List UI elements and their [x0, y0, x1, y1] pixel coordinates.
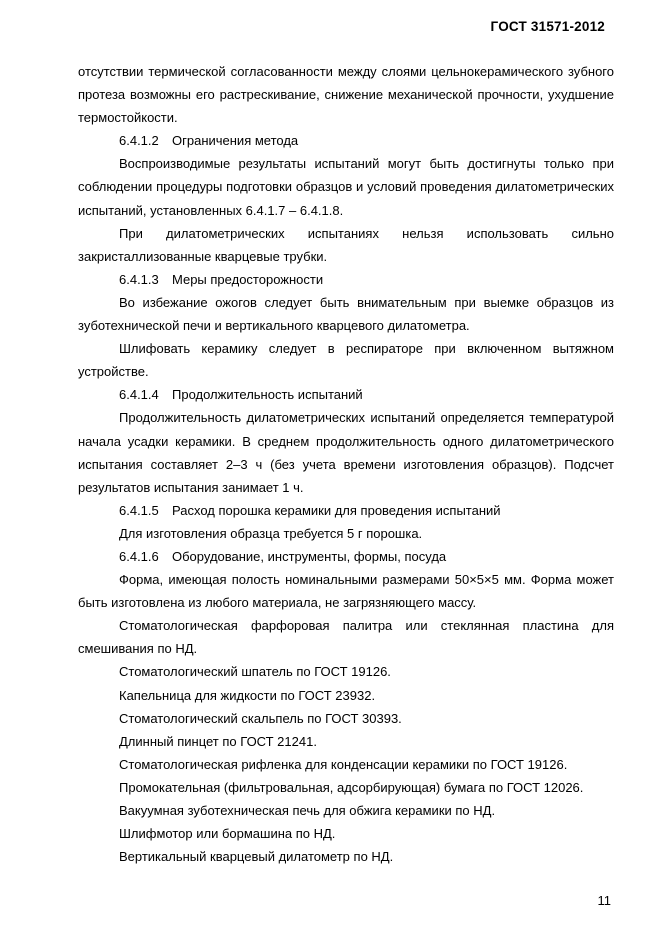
section-heading-6-4-1-3	[78, 268, 614, 291]
section-heading-6-4-1-6	[78, 545, 614, 568]
section-heading-6-4-1-5	[78, 499, 614, 522]
section-number: 6.4.1.2	[119, 133, 159, 149]
section-title: Продолжительность испытаний	[172, 387, 363, 403]
section-heading-6-4-1-2	[78, 129, 614, 152]
paragraph: Для изготовления образца требуется 5 г порошка.	[119, 525, 423, 541]
paragraph: При дилатометрических испытаниях нельзя использовать сильно закристаллизованные кварцевые трубки.	[78, 225, 614, 264]
section-heading-6-4-1-4	[78, 383, 614, 406]
document-body	[78, 60, 614, 868]
list-item: Стоматологическая рифленка для конденсации керамики по ГОСТ 19126.	[119, 756, 568, 772]
paragraph-continuation: отсутствии термической согласованности между слоями цельнокерамического зубного протеза возможны его растрескивание, снижение механической прочности, ухудшение термостойкости.	[78, 64, 614, 126]
section-title: Расход порошка керамики для проведения испытаний	[172, 502, 501, 518]
paragraph: Воспроизводимые результаты испытаний могут быть достигнуты только при соблюдении процедуры подготовки образцов и условий проведения дилатометрических испытаний, установленных 6.4.1.7 – 6.4.1.8.	[78, 156, 614, 218]
list-item: Вакуумная зуботехническая печь для обжига керамики по НД.	[119, 803, 496, 818]
paragraph: Форма, имеющая полость номинальными размерами 50×5×5 мм. Форма может быть изготовлена из любого материала, не загрязняющего массу.	[78, 572, 614, 611]
section-title: Меры предосторожности	[172, 271, 324, 287]
list-item: Стоматологический скальпель по ГОСТ 30393.	[119, 710, 402, 726]
paragraph: Шлифовать керамику следует в респираторе при включенном вытяжном устройстве.	[78, 341, 614, 380]
list-item: Длинный пинцет по ГОСТ 21241.	[119, 733, 317, 749]
document-header: ГОСТ 31571-2012	[490, 19, 605, 34]
section-number: 6.4.1.5	[119, 502, 159, 518]
list-item: Промокательная (фильтровальная, адсорбирующая) бумага по ГОСТ 12026.	[119, 779, 584, 795]
list-item: Стоматологический шпатель по ГОСТ 19126.	[119, 664, 391, 680]
list-item: Вертикальный кварцевый дилатометр по НД.	[119, 849, 394, 865]
page-number: 11	[597, 893, 611, 908]
list-item: Шлифмотор или бормашина по НД.	[119, 826, 336, 842]
paragraph: Стоматологическая фарфоровая палитра или стеклянная пластина для смешивания по НД.	[78, 618, 614, 657]
list-item: Капельница для жидкости по ГОСТ 23932.	[119, 687, 376, 703]
paragraph: Во избежание ожогов следует быть внимательным при выемке образцов из зуботехнической печи и вертикального кварцевого дилатометра.	[78, 294, 614, 334]
paragraph: Продолжительность дилатометрических испытаний определяется температурой начала усадки керамики. В среднем продолжительность одного дилатометрического испытания составляет 2–3 ч (без учета времени изготовления образцов). Подсчет результатов испытания занимает 1 ч.	[78, 410, 614, 495]
section-title: Оборудование, инструменты, формы, посуда	[172, 548, 447, 564]
section-number: 6.4.1.4	[119, 387, 159, 403]
section-number: 6.4.1.3	[119, 271, 159, 287]
section-title: Ограничения метода	[172, 133, 299, 149]
section-number: 6.4.1.6	[119, 548, 159, 564]
